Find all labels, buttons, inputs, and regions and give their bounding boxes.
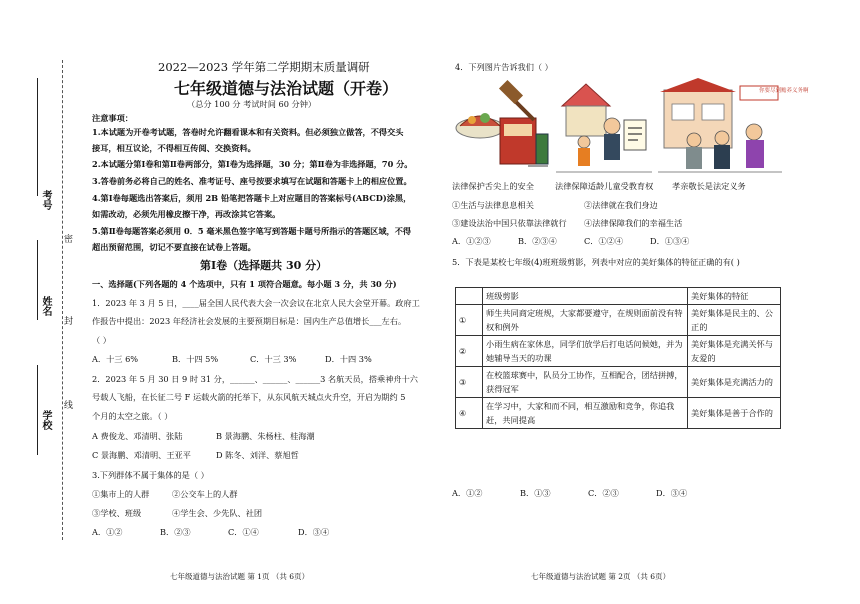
q3-option-c[interactable]: C．①④ bbox=[228, 527, 259, 537]
table-cell-num: ④ bbox=[456, 398, 483, 429]
q5-table bbox=[455, 287, 781, 429]
q5-option-c[interactable]: C．②③ bbox=[588, 488, 619, 498]
table-header-row bbox=[456, 288, 781, 305]
q4-caption-2: 法律保障适龄儿童受教育权 bbox=[555, 181, 654, 191]
q4-item: ①生活与法律息息相关 bbox=[452, 200, 534, 210]
table-header-cell: 班级剪影 bbox=[483, 288, 688, 305]
q3-option-d[interactable]: D．③④ bbox=[298, 527, 330, 537]
seal-xian-mark: 线 bbox=[64, 401, 74, 411]
q4-option-b[interactable]: B．②③④ bbox=[518, 236, 557, 246]
elder-sign-text: 你要尽到赡养义务啊 bbox=[759, 88, 809, 94]
table-cell-feature: 美好集体是民主的、公正的 bbox=[688, 305, 781, 336]
q2-stem-line2: 号载人飞船，在长征二号 F 运载火箭的托举下，从东风航天城点火升空，开启为期约 5 bbox=[92, 392, 406, 402]
table-cell-feature: 美好集体是善于合作的 bbox=[688, 398, 781, 429]
education-rights-illustration bbox=[556, 76, 652, 180]
q1-stem-line1: 1．2023 年 3 月 5 日，____届全国人民代表大会一次会议在北京人民大会堂开幕。政府工 bbox=[92, 298, 420, 308]
table-row bbox=[456, 398, 781, 429]
q2-option-d[interactable]: D 陈冬、刘洋、蔡旭哲 bbox=[216, 450, 299, 460]
table-cell-num: ① bbox=[456, 305, 483, 336]
exam-title-meta: （总分 100 分 考试时间 60 分钟） bbox=[187, 99, 317, 109]
page2-footer: 七年级道德与法治试题 第 2页 （共 6页） bbox=[531, 572, 671, 581]
table-cell-feature: 美好集体是充满关怀与友爱的 bbox=[688, 336, 781, 367]
table-cell-desc: 在学习中，大家和而不同，相互激励和竞争，你追我赶，共同提高 bbox=[483, 398, 688, 429]
exam-no-label: 考号 bbox=[40, 190, 51, 210]
q3-option-a[interactable]: A．①② bbox=[92, 527, 123, 537]
q3-stem: 3.下列群体不属于集体的是（ ） bbox=[92, 470, 209, 480]
notice-line: 5.第Ⅱ卷每题答案必须用 0．5 毫米黑色签字笔写到答题卡题号所指示的答题区域，不得 bbox=[92, 226, 412, 236]
q5-option-d[interactable]: D．③④ bbox=[656, 488, 688, 498]
q4-caption-3: 孝亲敬长是法定义务 bbox=[672, 181, 746, 191]
q2-option-b[interactable]: B 景海鹏、朱杨柱、桂海潮 bbox=[216, 431, 315, 441]
exam-no-underline bbox=[37, 78, 38, 196]
food-safety-illustration bbox=[452, 76, 552, 180]
notice-line: 接耳，相互议论，不得相互传阅、交换资料。 bbox=[92, 143, 256, 153]
exam-title-main: 七年级道德与法治试题（开卷） bbox=[174, 79, 399, 98]
q2-option-a[interactable]: A 费俊龙、邓清明、张陆 bbox=[92, 431, 183, 441]
q4-item: ④法律保障我们的幸福生活 bbox=[584, 218, 683, 228]
table-header-cell: 美好集体的特征 bbox=[688, 288, 781, 305]
notice-line: 超出预留范围，切记不要直接在试卷上答题。 bbox=[92, 242, 256, 252]
table-cell-desc: 在校篮球赛中，队员分工协作，互相配合，团结拼搏，获得冠军 bbox=[483, 367, 688, 398]
q2-option-c[interactable]: C 景海鹏、邓清明、王亚平 bbox=[92, 450, 191, 460]
table-cell-desc: 师生共同商定班规，大家都要遵守，在规则面前没有特权和例外 bbox=[483, 305, 688, 336]
q4-stem: 4．下列图片告诉我们（ ） bbox=[455, 62, 553, 72]
notice-line: 3.答卷前务必将自己的姓名、准考证号、座号按要求填写在试题和答题卡上的相应位置。 bbox=[92, 176, 412, 186]
table-cell-num: ② bbox=[456, 336, 483, 367]
table-cell-num: ③ bbox=[456, 367, 483, 398]
table-row bbox=[456, 367, 781, 398]
q4-caption-1: 法律保护舌尖上的安全 bbox=[452, 181, 534, 191]
notice-line: 1.本试题为开卷考试题，答卷时允许翻看课本和有关资料。但必须独立做答，不得交头 bbox=[92, 127, 404, 137]
seal-feng-mark: 封 bbox=[64, 317, 74, 327]
school-label: 学校 bbox=[40, 410, 51, 430]
q1-stem-line2: 作报告中提出：2023 年经济社会发展的主要预期目标是：国内生产总值增长___左右。 bbox=[92, 316, 407, 326]
seal-mi-mark: 密 bbox=[64, 235, 74, 245]
q2-stem-line3: 个月的太空之旅。（ ） bbox=[92, 411, 173, 421]
section1-title: 第Ⅰ卷（选择题共 30 分） bbox=[200, 259, 328, 272]
notice-line: 2.本试题分第Ⅰ卷和第Ⅱ卷两部分，第Ⅰ卷为选择题，30 分；第Ⅱ卷为非选择题，70 分。 bbox=[92, 159, 413, 169]
q1-option-d[interactable]: D．十四 3% bbox=[325, 354, 372, 364]
q2-stem-line1: 2．2023 年 5 月 30 日 9 时 31 分，______、______、______3 名航天员，搭乘神舟十六 bbox=[92, 374, 418, 384]
q5-stem: 5．下表是某校七年级(4)班班级剪影，列表中对应的美好集体的特征正确的有( ) bbox=[452, 257, 740, 267]
q1-option-b[interactable]: B．十四 5% bbox=[172, 354, 219, 364]
q3-item: ②公交车上的人群 bbox=[172, 489, 238, 499]
q4-option-d[interactable]: D．①③④ bbox=[650, 236, 690, 246]
q3-item: ③学校、班级 bbox=[92, 508, 142, 518]
q5-option-b[interactable]: B．①③ bbox=[520, 488, 551, 498]
q3-option-b[interactable]: B．②③ bbox=[160, 527, 191, 537]
q5-option-a[interactable]: A．①② bbox=[452, 488, 483, 498]
q1-option-a[interactable]: A．十三 6% bbox=[92, 354, 139, 364]
name-label: 姓名 bbox=[40, 296, 51, 316]
notice-line: 如需改动，必须先用橡皮擦干净，再改涂其它答案。 bbox=[92, 209, 281, 219]
q3-item: ①集市上的人群 bbox=[92, 489, 150, 499]
table-header-cell bbox=[456, 288, 483, 305]
notice-line: 4.第Ⅰ卷每题选出答案后，须用 2B 铅笔把答题卡上对应题目的答案标号(ABCD)涂黑， bbox=[92, 193, 412, 203]
binding-dashed-line bbox=[62, 60, 63, 540]
q1-stem-line3: （ ） bbox=[92, 335, 111, 345]
q4-item: ②法律就在我们身边 bbox=[584, 200, 658, 210]
table-cell-feature: 美好集体是充满活力的 bbox=[688, 367, 781, 398]
notice-title: 注意事项： bbox=[92, 113, 133, 123]
table-cell-desc: 小雨生病在家休息，同学们放学后打电话问候她，并为她辅导当天的功课 bbox=[483, 336, 688, 367]
q3-item: ④学生会、少先队、社团 bbox=[172, 508, 263, 518]
table-row bbox=[456, 336, 781, 367]
q4-option-a[interactable]: A．①②③ bbox=[452, 236, 491, 246]
table-row bbox=[456, 305, 781, 336]
q4-item: ③建设法治中国只依靠法律就行 bbox=[452, 218, 567, 228]
q4-option-c[interactable]: C．①②④ bbox=[584, 236, 624, 246]
exam-title-line1: 2022—2023 学年第二学期期末质量调研 bbox=[158, 60, 370, 74]
section1-intro: 一、选择题(下列各题的 4 个选项中，只有 1 项符合题意。每小题 3 分，共 30 分) bbox=[92, 279, 397, 289]
page1-footer: 七年级道德与法治试题 第 1页 （共 6页） bbox=[170, 572, 310, 581]
q1-option-c[interactable]: C．十三 3% bbox=[250, 354, 297, 364]
